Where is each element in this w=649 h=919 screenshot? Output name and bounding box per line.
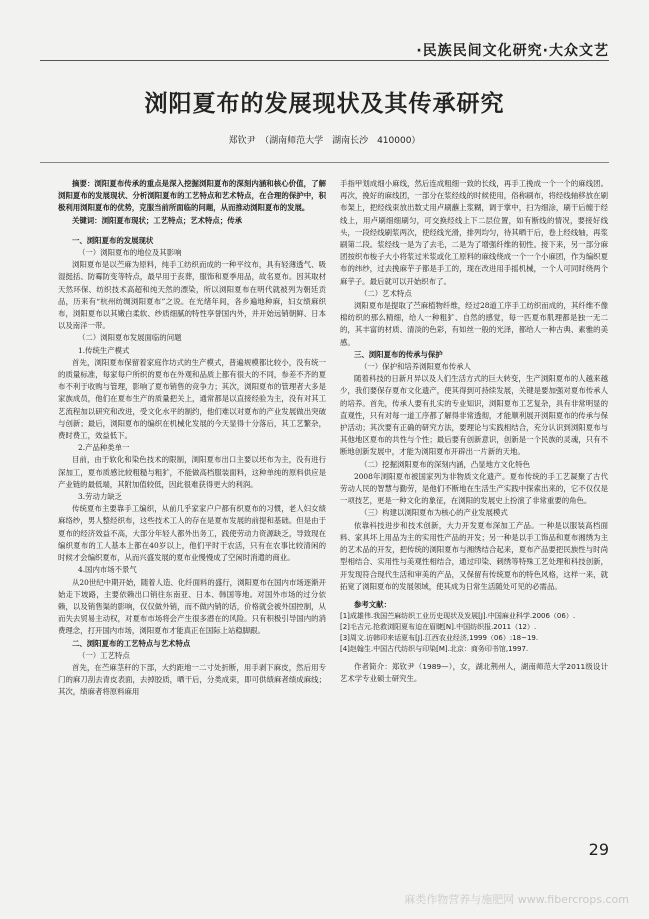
sub-subsection-heading: 4.国内市场不景气 (78, 565, 137, 575)
right-column (340, 178, 608, 686)
section-heading: 二、浏阳夏布的工艺特点与艺术特点 (72, 638, 191, 648)
subsection-heading: （二）艺术特点 (360, 288, 412, 298)
paragraph: 随着科技的日新月异以及人们生活方式的巨大转变，生产浏阳夏布的人越来越少，我们要保存夏布文化遗产，使其得到可持续发展，关键是要加强对夏布传承人的培养。首先，传承人要有扎实的专业知识，浏阳夏布工艺复杂，具有非常明显的直观性，只有对每一道工序都了解得非常透彻，才能顺利展开浏阳夏布的传承与保护活动；其次要有正确的研究方法，要理论与实践相结合，充分认识到浏阳夏布与其他地区夏布的共性与个性；最后要有创新意识，创新是一个民族的灵魂，只有不断地创新发展中，才能为浏阳夏布开辟出一片新的天地。 (340, 374, 608, 457)
subsection-heading: （二）挖掘浏阳夏布的深刻内涵，凸显地方文化特色 (360, 459, 530, 469)
header-rule (40, 60, 609, 61)
paragraph: 目前，由于软化和染色技术的限制，浏阳夏布出口主要以坯布为主，没有进行深加工，夏布质感比较粗糙与粗犷，不能做高档服装面料，这种单纯的原料供应是产业链的最低端，其附加值较低，因此很难获得更大的利润。 (58, 455, 326, 489)
left-column (58, 178, 326, 699)
reference-item: [4]赵翰生.中国古代纺织与印染[M].北京：商务印书馆,1997. (340, 645, 529, 654)
section-heading: 三、浏阳夏布的传承与保护 (354, 349, 443, 359)
subsection-heading: （二）浏阳夏布发展面临的问题 (78, 333, 182, 343)
paragraph: 浏阳夏布是提取了苎麻植物纤维，经过28道工序手工纺织而成的，其纤维不像棉纺织的那么精细，给人一种粗犷、自然的感觉，每一匹夏布肌理都是独一无二的，其丰富的材质、清淡的色彩，有如丝一般的光泽，都给人一种古典、素雅的美感。 (340, 301, 608, 347)
watermark: 麻类作物营养与施肥网 www.fibercrops.com (404, 893, 629, 906)
journal-header: ·民族民间文化研究·大众文艺 (416, 43, 609, 59)
paragraph: 传统夏布主要靠手工编织，从前几乎家家户户都有织夏布的习惯，老人妇女绩麻络纱，男人整经织布，这些技术工人的存在是夏布发展的前提和基础。但是由于夏布的经济效益不高，大部分年轻人都外出务工，践使劳动力资源缺乏，导致现在编织夏布的工人基本上都在40岁以上，他们平时干农活，只有在农事比较清闲的时候才会编织夏布，从而兴盛发展的夏布业慢慢成了空闲时消遣的商业。 (58, 504, 326, 563)
author-bio: 作者简介：郑钦尹（1989—），女，湖北荆州人，湖南师范大学2011级设计艺术学专业硕士研究生。 (340, 662, 608, 684)
keywords (58, 215, 326, 227)
article-title: 浏阳夏布的发展现状及其传承研究 (144, 91, 505, 117)
subsection-heading: （一）保护和培养浏阳夏布传承人 (360, 362, 471, 372)
paragraph: 浏阳夏布是以苎麻为原料，纯手工纺织而成的一种平纹布，具有轻薄透气、吸湿挺括、防霉防变等特点，最早用于丧葬，服饰和夏季用品，故名夏布。因其取材天然环保、纺织技术高超和纯天然的漂染，所以浏阳夏布在明代就被列为朝廷贡品，历来有“杭州纺绸浏阳夏布”之说。在光绪年间，各乡遍地种麻，妇女绩麻织布，浏阳夏布以其嫩白柔软、纱质细腻的特性享誉国内外，并开始远销朝鲜、日本以及南洋一带。 (58, 260, 326, 331)
paragraph: 首先，在苎麻茎秆的下部，大约距地一二寸处折断，用手剥下麻皮，然后用专门的麻刀刮去青皮表面，去掉胶质，晒干后，分类成束，即可供绩麻者绩成麻线；其次，绩麻者将原料麻用 (58, 662, 326, 697)
author-line: 郑钦尹 （湖南师范大学 湖南长沙 410000） (228, 136, 421, 146)
sub-subsection-heading: 2.产品种类单一 (78, 443, 130, 453)
reference-item: [2]毛吉元.抢救浏阳夏布迫在眉睫[N].中国纺织报.2011（12）. (340, 623, 537, 632)
title-rule (40, 162, 609, 163)
paragraph: 首先，浏阳夏布保留着家庭作坊式的生产模式，普遍规模都比较小，没有统一的质量标准，每家每户所织的夏布在外观和品质上都有很大的不同，参差不齐的夏布不利于收购与管理，影响了夏布销售的竞争力；其次，浏阳夏布的管理者大多是家族成员，他们在夏布生产的质量把关上，通常都是以直接经验为主，没有对其工艺流程加以研究和改进，受文化水平的制约，他们难以对夏布的产业发展做出突破与创新；最后，浏阳夏布的编织在机械化发展的今天显得十分落后，其工艺繁杂，费时费工，效益低下。 (58, 357, 326, 441)
subsection-heading: （一）工艺特点 (78, 650, 130, 660)
reference-item: [3]周文.访韩印来话夏布[J].江西农业经济,1999（06）:18~19. (340, 634, 539, 643)
abstract-text: 摘要：浏阳夏布传承的重点是深入挖掘浏阳夏布的深刻内涵和核心价值，了解浏阳夏布的发展现状、分析浏阳夏布的工艺特点和艺术特点，在合理的保护中，积极利用浏阳夏布的优势，克服当前所面临的问题，从而推动浏阳夏布的发展。 (58, 179, 326, 213)
sub-subsection-heading: 1.传统生产模式 (78, 345, 130, 355)
paragraph: 依靠科技进步和技术创新，大力开发夏布深加工产品。一种是以服装高档面料、家具坏上用品为主的实用性产品的开发；另一种是以手工饰品和夏布湘绣为主的艺术品的开发，把传统的浏阳夏布与湘绣结合起来，夏布产品要把民族性与时尚型相结合、实用性与美观性相结合，通过印染、刺绣等特殊工艺处理和科技创新，开发现符合现代生活和审美的产品，又保留有传统夏布的特色风格，这样一来，就拓宽了浏阳夏布的发展领域，使其成为日常生活随处可见的必需品。 (340, 520, 608, 591)
right-body (340, 178, 608, 686)
page-number: 29 (588, 840, 609, 859)
references-heading: 参考文献： (354, 599, 391, 609)
paragraph: 从20世纪中期开始，随着人造、化纤面料的盛行，浏阳夏布在国内市场逐渐开始走下坡路，主要依赖出口销往东南亚、日本、韩国等地。对国外市场的过分依赖，以及销售渠的影响，仅仅做外销，而不做内销的话，价格就会被外国控制，从而失去贸易主动权，对夏布市场将会产生很多潜在的风险。只有积极引导国内的消费理念，打开国内市场，浏阳夏布才能真正在国际上站稳脚跟。 (58, 577, 326, 636)
subsection-heading: （三）构建以浏阳夏布为核心的产业发展模式 (360, 508, 508, 518)
keywords-text: 关键词：浏阳夏布现状；工艺特点；艺术特点；传承 (72, 215, 242, 225)
abstract (58, 178, 326, 215)
reference-item: [1]成雄伟.我国苎麻纺织工业历史现状及发展[J].中国麻业科学.2006（06）. (340, 612, 576, 621)
paragraph: 手指甲划成细小麻线，然后连成粗细一致的长线，再手工挽成一个一个的麻线团。再次，挽好的麻线团，一部分在浆经线的时候使用，俗称刷布，将经线轴移放在刷布架上，把经线束放出数丈用卢刷蘸上浆糊，调于掌中，扫为细涂，刷干后缠于经线上，用卢刷细细刷匀，可交换经线上下二层位置，如有断线的情况，要接好线头，一段经线刷浆两次，使经线光滑，排列均匀，待其晒干后，卷上经线轴，再浆刷第二段。浆经线一是为了去毛，二是为了增强纤维的韧性。接下来，另一部分麻团按织布梭子大小将浆过米浆或化工原料的麻线绕成一个一个小麻团，作为编织夏布的纬纱，过去挽麻芋子都是手工的，现在改进用手摇机械，一个人可同时绕两个麻芋子。最后就可以开始织布了。 (340, 179, 608, 286)
sub-subsection-heading: 3.劳动力缺乏 (78, 492, 123, 502)
paragraph: 2008年浏阳夏布被国家列为非物质文化遗产。夏布传统的手工艺凝聚了古代劳动人民的智慧与勤劳，是他们不断地在生活生产实践中探索出来的，它不仅仅是一项技艺，更是一种文化的象征，在浏阳的发展史上扮演了非常重要的角色。 (340, 471, 608, 506)
subsection-heading: （一）浏阳夏布的地位及其影响 (78, 248, 182, 258)
left-body (58, 235, 326, 699)
section-heading: 一、浏阳夏布的发展现状 (72, 235, 154, 245)
